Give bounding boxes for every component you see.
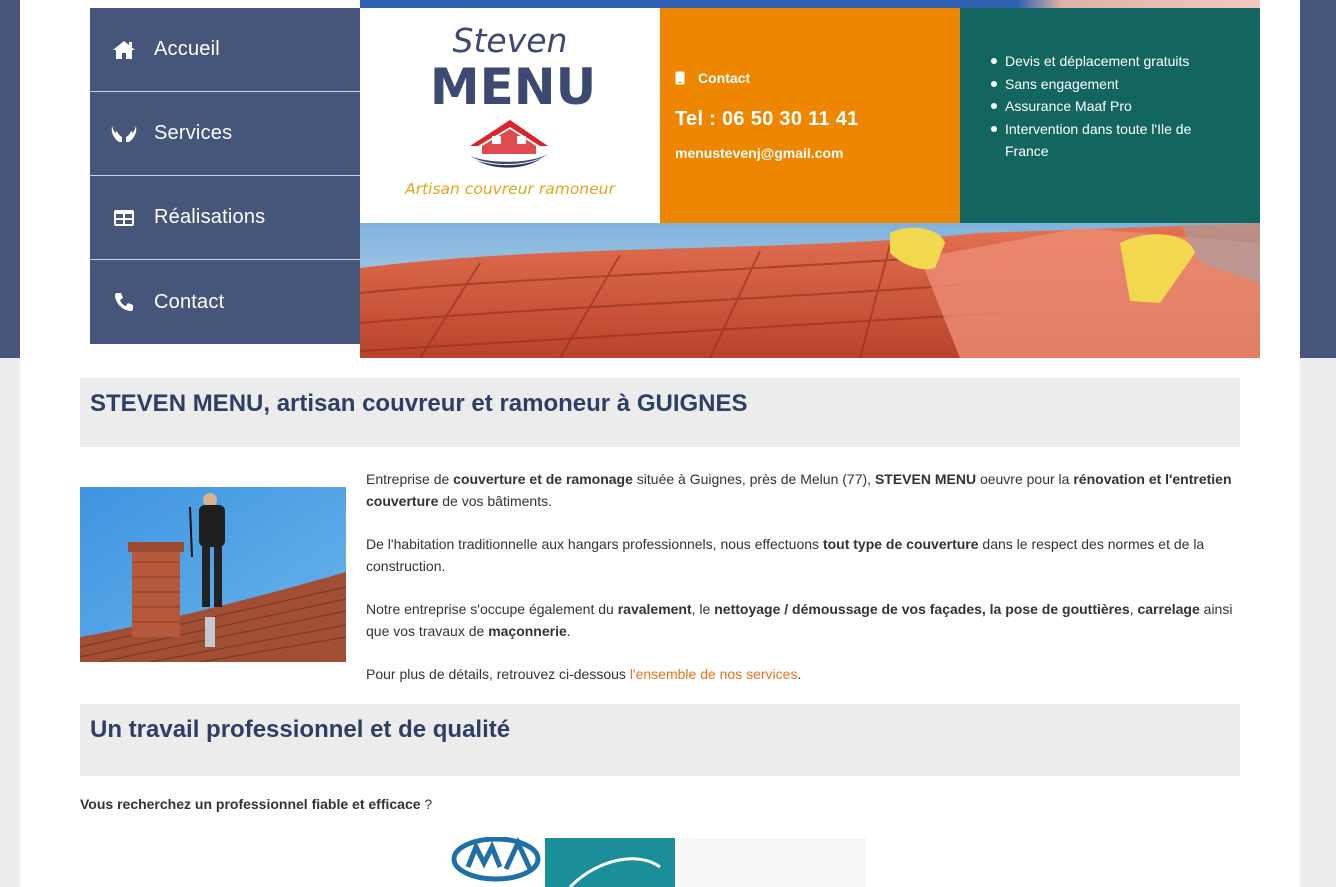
logo-tagline: Artisan couvreur ramoneur (405, 180, 615, 198)
text: ainsi que vos travaux de (366, 601, 1233, 639)
grid-icon (110, 207, 138, 229)
intro-paragraph-2 (366, 533, 1240, 577)
contact-heading-label: Contact (698, 70, 751, 86)
house-icon (470, 120, 548, 168)
text-strong: nettoyage / démoussage de vos façades, la pose de gouttières (714, 601, 1130, 617)
page-title: STEVEN MENU, artisan couvreur et ramoneur à GUIGNES (90, 390, 748, 417)
main-nav (90, 8, 360, 347)
text-strong: Vous recherchez un professionnel fiable et efficace (80, 796, 421, 812)
intro-paragraph-1 (366, 468, 1240, 512)
nav-item-realisations[interactable] (90, 176, 360, 260)
text: . (566, 623, 571, 639)
nav-label: Réalisations (154, 206, 266, 228)
roof-banner-image (360, 223, 1260, 358)
text: dans le respect des normes et de la construction. (366, 536, 1205, 574)
text: , le (691, 601, 715, 617)
features-box (960, 8, 1260, 223)
text: située à Guignes, près de Melun (77), (632, 471, 875, 487)
contact-email[interactable]: menustevenj@gmail.com (675, 145, 844, 161)
list-item: Devis et déplacement gratuits (990, 50, 1220, 73)
text: de vos bâtiments. (438, 493, 552, 509)
text: . (797, 666, 802, 682)
text: Pour plus de détails, retrouvez ci-dessous (366, 666, 630, 682)
intro-paragraph-4 (366, 663, 1240, 685)
list-item: Assurance Maaf Pro (990, 95, 1220, 118)
intro-text (366, 468, 1240, 706)
nav-label: Contact (154, 290, 225, 313)
logo[interactable] (360, 8, 660, 223)
list-item: Sans engagement (990, 73, 1220, 96)
nav-label: Services (154, 122, 233, 144)
text: ? (420, 796, 433, 812)
cma-logo (454, 839, 538, 879)
subtitle-box (80, 704, 1240, 776)
logo-line2: MENU (429, 58, 597, 116)
mobile-icon (675, 71, 687, 85)
contact-phone[interactable]: Tel : 06 50 30 11 41 (675, 108, 859, 130)
nav-item-contact[interactable] (90, 260, 360, 344)
section-title: Un travail professionnel et de qualité (90, 716, 511, 743)
text-strong: ravalement (617, 601, 692, 617)
text: Entreprise de (366, 471, 454, 487)
maaf-logo (545, 838, 675, 887)
phone-icon (110, 291, 138, 313)
main-title-box (80, 378, 1240, 447)
text-strong: carrelage (1137, 601, 1200, 617)
home-icon (110, 39, 138, 61)
text-strong: maçonnerie (488, 623, 567, 639)
top-image-strip (360, 0, 1260, 8)
text-strong: rénovation et l'entretien couverture (366, 471, 1232, 509)
text-strong: couverture et de ramonage (453, 471, 633, 487)
text-strong: tout type de couverture (822, 536, 979, 552)
partner-logos (450, 837, 866, 887)
nav-item-accueil[interactable] (90, 8, 360, 92)
chimney-sweep-photo (80, 487, 346, 662)
text-strong: STEVEN MENU (874, 471, 977, 487)
nav-label: Accueil (154, 38, 220, 60)
intro-paragraph-3 (366, 598, 1240, 642)
nav-item-services[interactable] (90, 92, 360, 176)
list-item: Intervention dans toute l'Ile de France (990, 118, 1220, 163)
text: De l'habitation traditionnelle aux hangars professionnels, nous effectuons (366, 536, 823, 552)
text: , (1129, 601, 1138, 617)
text: oeuvre pour la (976, 471, 1074, 487)
contact-box (660, 8, 960, 223)
logo-line1: Steven (452, 21, 568, 60)
hands-icon (110, 123, 138, 145)
question-text (80, 796, 432, 812)
text: Notre entreprise s'occupe également du (366, 601, 618, 617)
features-list (990, 50, 1220, 163)
services-link[interactable]: l'ensemble de nos services (629, 666, 798, 682)
contact-heading (675, 70, 945, 86)
